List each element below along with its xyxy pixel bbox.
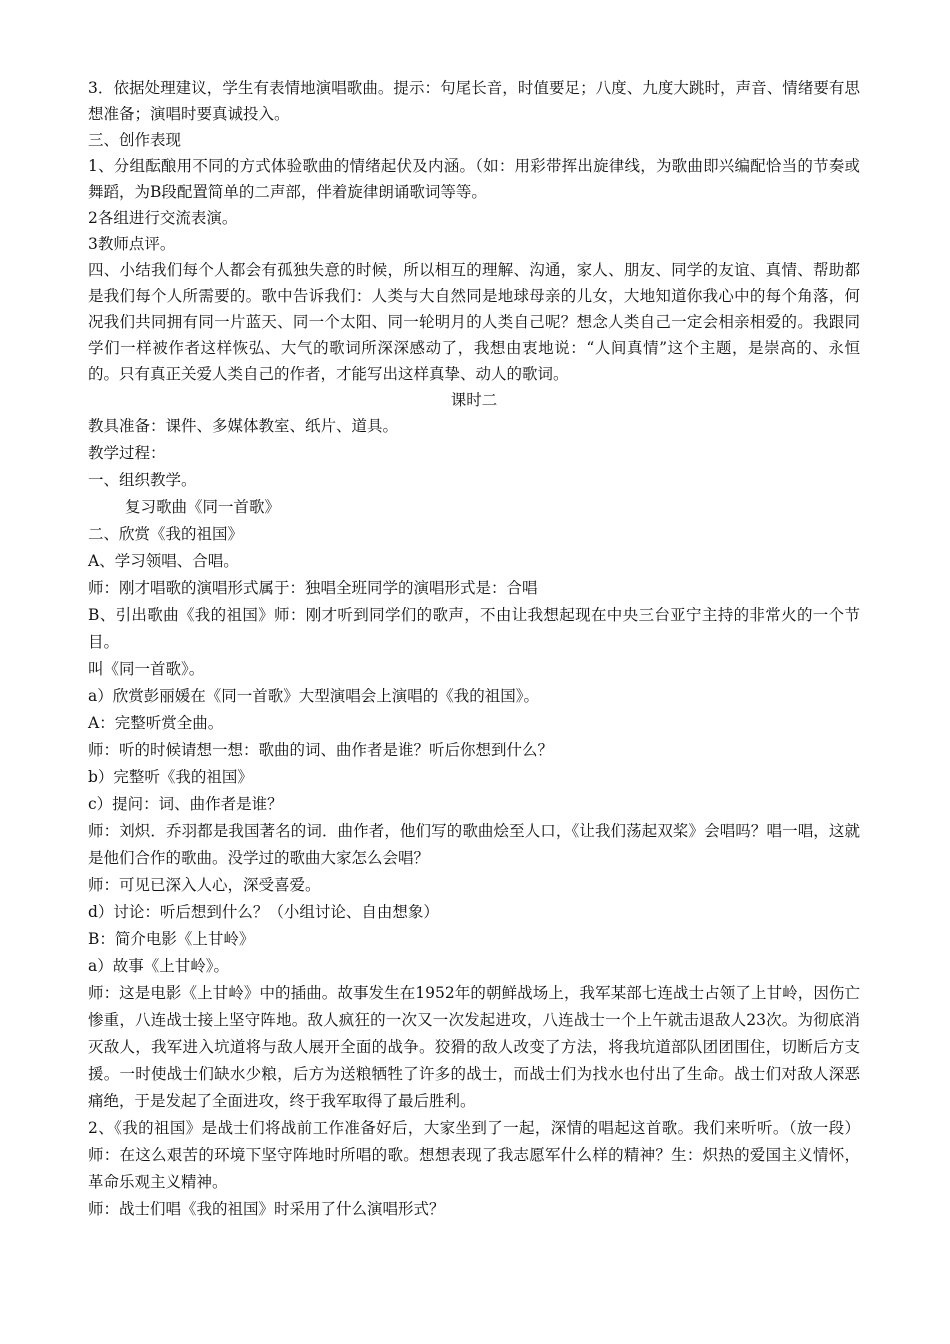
paragraph-teaching-process: 教学过程： — [88, 444, 166, 462]
paragraph-popular: 师：可见已深入人心，深受喜爱。 — [88, 876, 321, 894]
paragraph-program-name: 叫《同一首歌》。 — [88, 660, 205, 678]
paragraph-teacher-comment: 3教师点评。 — [88, 235, 176, 253]
paragraph-story: a）故事《上甘岭》。 — [88, 957, 229, 975]
paragraph-ask-c: c）提问：词、曲作者是谁？ — [88, 795, 283, 813]
paragraph-summary: 四、小结我们每个人都会有孤独失意的时候，所以相互的理解、沟通，家人、朋友、同学的友谊、真情、帮助都是我们每个人所需要的。歌中告诉我们：人类与大自然同是地球母亲的儿女，大地知道你我心中的每个角落，何况我们共同拥有同一片蓝天、同一个太阳、同一轮明月的人类自己呢？想念人类自己一定会相亲相爱的。我跟同学们一样被作者这样恢弘、大气的歌词所深深感动了，我想由衷地说：“人间真情”这个主题，是崇高的、永恒的。只有真正关爱人类自己的作者，才能写出这样真挚、动人的歌词。 — [88, 261, 860, 383]
paragraph-appreciate-a: a）欣赏彭丽媛在《同一首歌》大型演唱会上演唱的《我的祖国》。 — [88, 687, 539, 705]
paragraph-step-3: 3．依据处理建议，学生有表情地演唱歌曲。提示：句尾长音，时值要足；八度、九度大跳时，声音、情绪要有思想准备；演唱时要真诚投入。 — [88, 79, 860, 123]
paragraph-listen-b: b）完整听《我的祖国》 — [88, 768, 253, 786]
heading-appreciate-song: 二、欣赏《我的祖国》 — [88, 525, 244, 543]
paragraph-group-exchange: 2各组进行交流表演。 — [88, 209, 238, 227]
document-page — [88, 75, 860, 1223]
paragraph-composers: 师：刘炽．乔羽都是我国著名的词．曲作者，他们写的歌曲烩至人口，《让我们荡起双桨》会唱吗？唱一唱，这就是他们合作的歌曲。没学过的歌曲大家怎么会唱？ — [88, 822, 860, 867]
paragraph-introduce-song: B、引出歌曲《我的祖国》师：刚才听到同学们的歌声，不由让我想起现在中央三台亚宁主持的非常火的一个节目。 — [88, 606, 860, 651]
paragraph-film-intro: B：简介电影《上甘岭》 — [88, 930, 255, 948]
paragraph-learn-singing: A、学习领唱、合唱。 — [88, 552, 239, 570]
paragraph-film-story: 师：这是电影《上甘岭》中的插曲。故事发生在1952年的朝鲜战场上，我军某部七连战士占领了上甘岭，因伤亡惨重，八连战士接上坚守阵地。敌人疯狂的一次又一次发起进攻，八连战士一个上午就击退敌人23次。为彻底消灭敌人，我军进入坑道将与敌人展开全面的战争。狡猾的敌人改变了方法，将我坑道部队团团围住，切断后方支援。一时使战士们缺水少粮，后方为送粮牺牲了许多的战士，而战士们为找水也付出了生命。战士们对敌人深恶痛绝，于是发起了全面进攻，终于我军取得了最后胜利。 — [88, 984, 860, 1110]
paragraph-listen-full: A：完整听赏全曲。 — [88, 714, 224, 732]
paragraph-teaching-aids: 教具准备：课件、多媒体教室、纸片、道具。 — [88, 417, 399, 435]
paragraph-review-song: 复习歌曲《同一首歌》 — [125, 498, 281, 516]
heading-creative-performance: 三、创作表现 — [88, 131, 182, 149]
paragraph-singing-form: 师：刚才唱歌的演唱形式属于：独唱全班同学的演唱形式是：合唱 — [88, 579, 538, 597]
paragraph-final-question: 师：战士们唱《我的祖国》时采用了什么演唱形式？ — [88, 1200, 445, 1218]
paragraph-discuss-d: d）讨论：听后想到什么？（小组讨论、自由想象） — [88, 903, 439, 921]
paragraph-group-activity: 1、分组酝酿用不同的方式体验歌曲的情绪起伏及内涵。（如：用彩带挥出旋律线，为歌曲即兴编配恰当的节奏或舞蹈，为B段配置简单的二声部，伴着旋律朗诵歌词等等。 — [88, 157, 860, 201]
heading-organize-teaching: 一、组织教学。 — [88, 471, 197, 489]
paragraph-think-question: 师：听的时候请想一想：歌曲的词、曲作者是谁？听后你想到什么？ — [88, 741, 554, 759]
paragraph-song-context: 2、《我的祖国》是战士们将战前工作准备好后，大家坐到了一起，深情的唱起这首歌。我们来听听。（放一段）师：在这么艰苦的环境下坚守阵地时所唱的歌。想想表现了我志愿军什么样的精神？生：炽热的爱国主义情怀，革命乐观主义精神。 — [88, 1119, 860, 1191]
lesson-two-title: 课时二 — [450, 391, 498, 409]
